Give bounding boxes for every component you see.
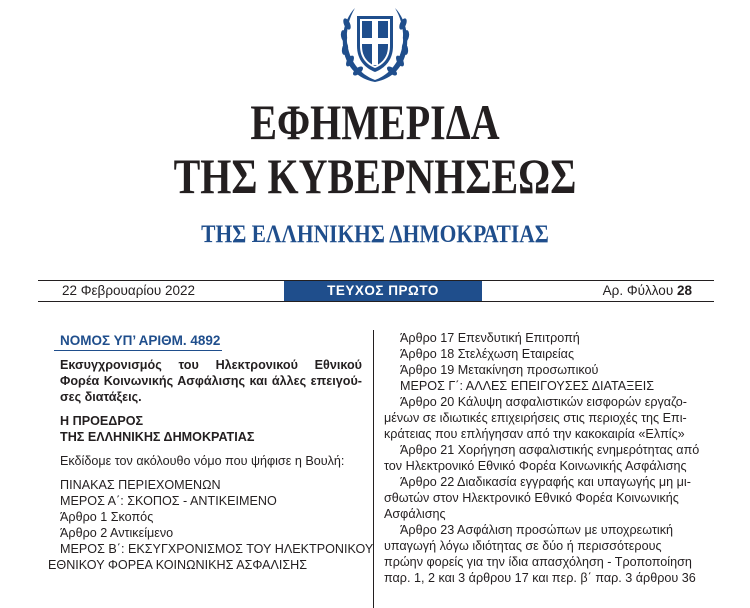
toc-article-18: Άρθρο 18 Στελέχωση Εταιρείας: [400, 347, 575, 361]
enactment-clause: Εκδίδομε τον ακόλουθο νόμο που ψήφισε η Βουλή:: [60, 454, 345, 468]
column-divider: [373, 330, 374, 608]
toc-article-1: Άρθρο 1 Σκοπός: [60, 510, 154, 524]
law-description: Εκσυγχρονισμός του Ηλεκτρονικού Εθνικού Φορέα Κοινωνικής Ασφάλισης και άλλες επειγού- σες διατάξεις.: [60, 358, 362, 404]
president-heading: [60, 413, 362, 445]
toc-article-20-line-3: κράτειας που επλήγησαν από την κακοκαιρία «Ελπίς»: [384, 427, 685, 441]
issue-badge: ΤΕΥΧΟΣ ΠΡΩΤΟ: [284, 281, 482, 301]
sheet-label: Αρ. Φύλλου: [602, 283, 674, 298]
gazette-title-line-2: ΤΗΣ ΚΥΒΕΡΝΗΣΕΩΣ: [173, 148, 577, 204]
greek-coat-of-arms-icon: [333, 2, 417, 86]
toc-article-17: Άρθρο 17 Επενδυτική Επιτροπή: [400, 331, 580, 345]
president-line-1: Η ΠΡΟΕΔΡΟΣ: [60, 414, 144, 428]
toc-article-22: [384, 474, 714, 522]
gazette-title-line-1: ΕΦΗΜΕΡΙΔΑ: [250, 94, 500, 150]
toc-article-21-line-1: Άρθρο 21 Χορήγηση ασφαλιστικής ενημερότητας από: [400, 443, 700, 457]
gazette-subtitle: ΤΗΣ ΕΛΛΗΝΙΚΗΣ ΔΗΜΟΚΡΑΤΙΑΣ: [201, 221, 549, 248]
toc-part-a: ΜΕΡΟΣ Α΄: ΣΚΟΠΟΣ - ΑΝΤΙΚΕΙΜΕΝΟ: [60, 494, 277, 508]
toc-part-g: ΜΕΡΟΣ Γ΄: ΑΛΛΕΣ ΕΠΕΙΓΟΥΣΕΣ ΔΙΑΤΑΞΕΙΣ: [400, 379, 655, 393]
toc-article-22-line-1: Άρθρο 22 Διαδικασία εγγραφής και υπαγωγής μη μι-: [400, 475, 691, 489]
toc-article-23-line-1: Άρθρο 23 Ασφάλιση προσώπων με υποχρεωτική: [400, 523, 674, 537]
law-title-underline: [54, 350, 222, 351]
toc-article-19: Άρθρο 19 Μετακίνηση προσωπικού: [400, 363, 599, 377]
toc-article-21: [384, 442, 714, 474]
toc-article-23: [384, 522, 714, 586]
president-line-2: ΤΗΣ ΕΛΛΗΝΙΚΗΣ ΔΗΜΟΚΡΑΤΙΑΣ: [60, 430, 255, 444]
toc-article-20-line-1: Άρθρο 20 Κάλυψη ασφαλιστικών εισφορών εργαζο-: [400, 395, 687, 409]
toc-part-b-line-1: ΜΕΡΟΣ Β΄: ΕΚΣΥΓΧΡΟΝΙΣΜΟΣ ΤΟΥ ΗΛΕΚΤΡΟΝΙΚΟΥ: [60, 542, 374, 556]
toc-article-23-line-3: πρώην φορείς για την ίδια απασχόληση - Τροποποίηση: [384, 555, 692, 569]
toc-part-b-line-2: ΕΘΝΙΚΟΥ ΦΟΡΕΑ ΚΟΙΝΩΝΙΚΗΣ ΑΣΦΑΛΙΣΗΣ: [48, 558, 308, 572]
info-bar: [38, 281, 714, 301]
law-title: ΝΟΜΟΣ ΥΠ’ ΑΡΙΘΜ. 4892: [60, 333, 221, 348]
left-column: [48, 333, 374, 573]
toc-article-22-line-2: σθωτών στον Ηλεκτρονικό Εθνικό Φορέα Κοινωνικής: [384, 491, 679, 505]
bottom-divider: [38, 301, 714, 302]
sheet-number-value: 28: [676, 283, 692, 298]
toc-article-22-line-3: Ασφάλισης: [384, 507, 446, 521]
right-column: [384, 330, 714, 586]
sheet-number: [603, 283, 692, 298]
toc-article-23-line-4: παρ. 1, 2 και 3 άρθρου 17 και περ. β΄ παρ. 3 άρθρου 36: [384, 571, 696, 585]
toc-article-21-line-2: τον Ηλεκτρονικό Εθνικό Φορέα Κοινωνικής Ασφάλισης: [384, 459, 687, 473]
toc-article-20-line-2: μένων σε ιδιωτικές επιχειρήσεις στις περιοχές της Επι-: [384, 411, 687, 425]
toc-article-20: [384, 394, 714, 442]
toc-article-2: Άρθρο 2 Αντικείμενο: [60, 526, 174, 540]
toc-title: ΠΙΝΑΚΑΣ ΠΕΡΙΕΧΟΜΕΝΩΝ: [60, 478, 221, 492]
table-of-contents: [48, 477, 374, 573]
issue-date: 22 Φεβρουαρίου 2022: [62, 283, 196, 298]
toc-article-23-line-2: υπαγωγή λόγω ιδιότητας σε δύο ή περισσότερους: [384, 539, 662, 553]
